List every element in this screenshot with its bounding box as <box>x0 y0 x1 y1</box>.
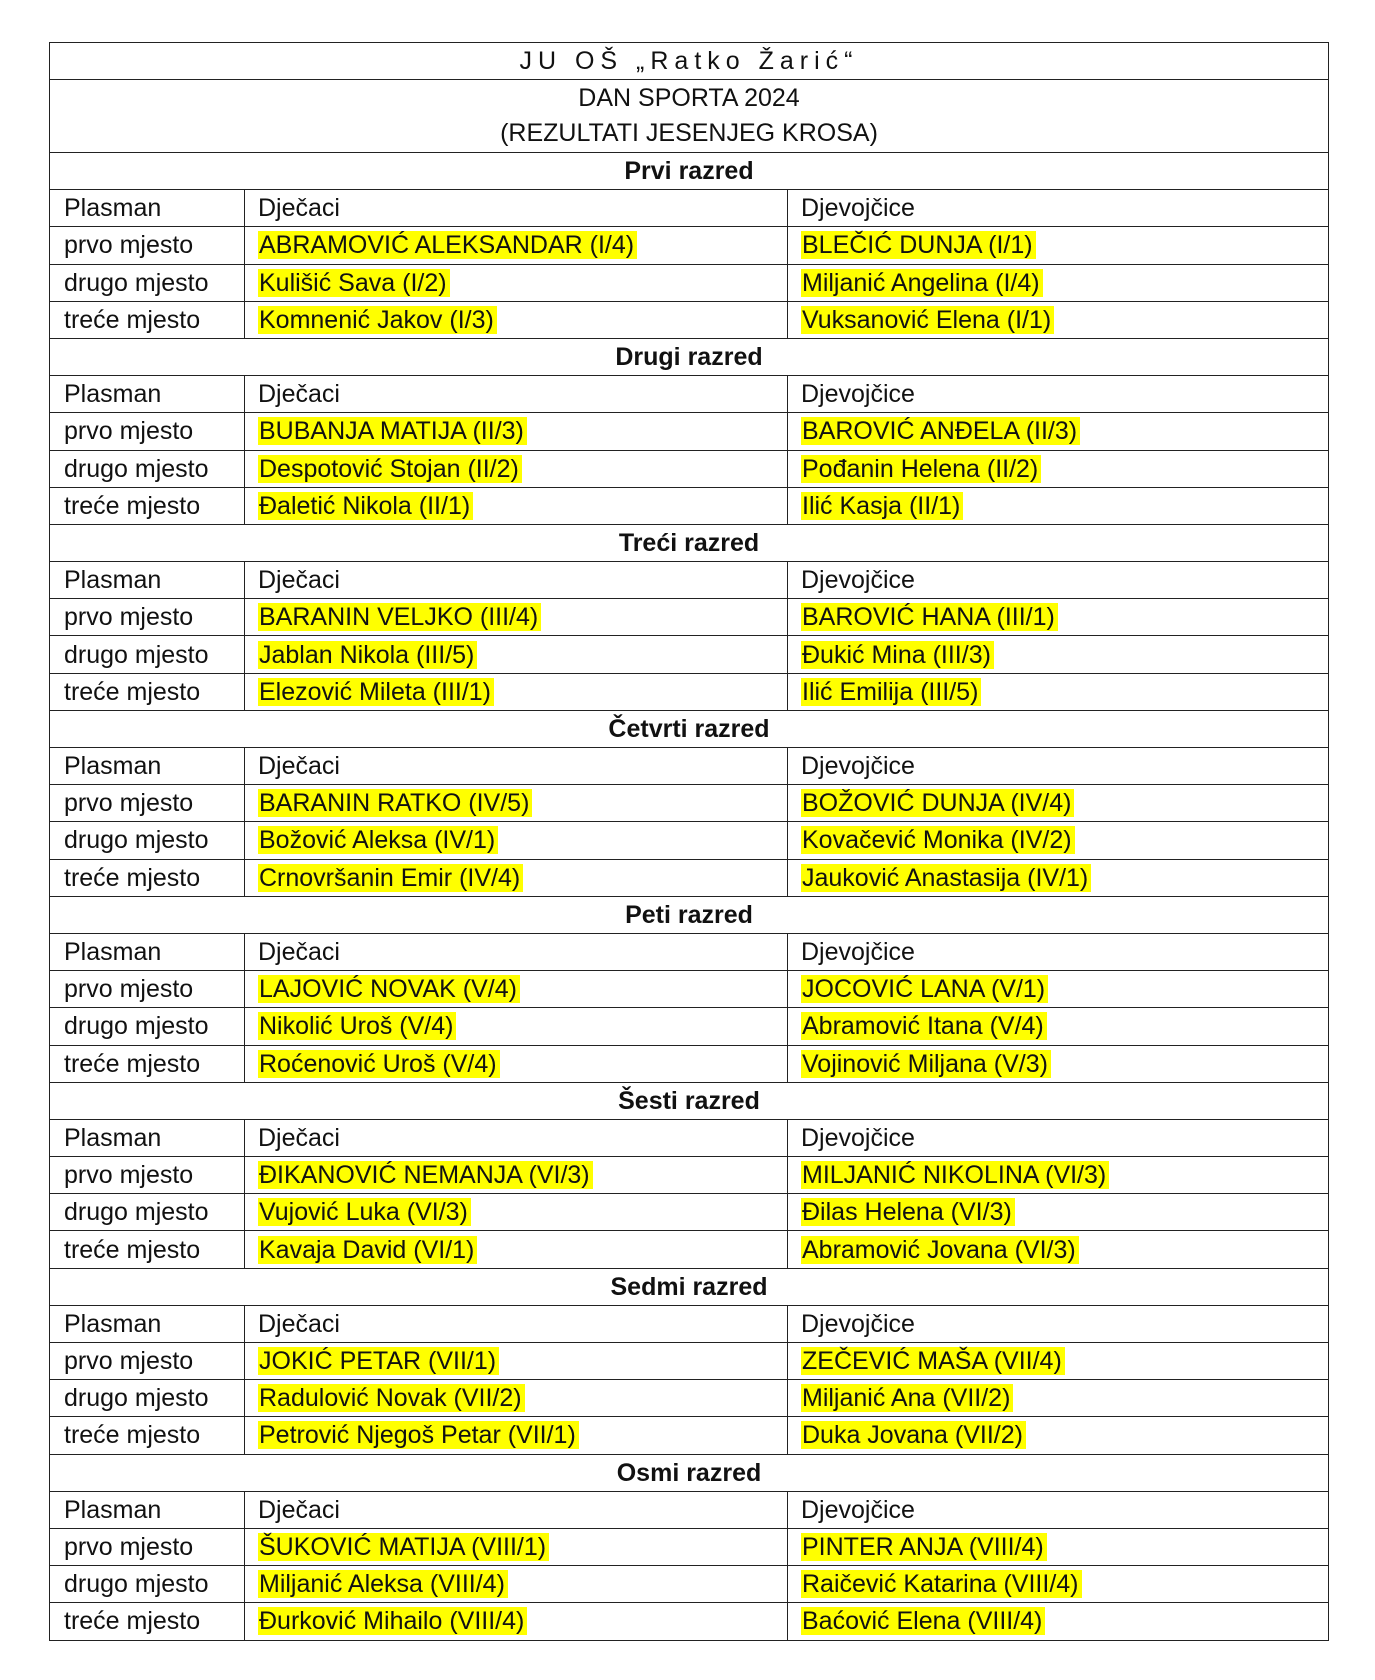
girl-name-highlight: Miljanić Ana (VII/2) <box>801 1384 1013 1412</box>
grade-title: Osmi razred <box>50 1454 1329 1491</box>
boy-name-highlight: BARANIN RATKO (IV/5) <box>258 789 532 817</box>
column-header-girls: Djevojčice <box>788 1119 1329 1156</box>
column-header-place: Plasman <box>50 1491 245 1528</box>
boy-name-highlight: BARANIN VELJKO (III/4) <box>258 603 541 631</box>
boy-name-highlight: Despotović Stojan (II/2) <box>258 455 522 483</box>
place-label: prvo mjesto <box>50 599 245 636</box>
column-header-boys: Dječaci <box>245 1305 788 1342</box>
place-label: prvo mjesto <box>50 785 245 822</box>
table-row <box>50 227 1329 264</box>
grade-title: Četvrti razred <box>50 710 1329 747</box>
table-row <box>50 673 1329 710</box>
boy-cell <box>245 859 788 896</box>
table-row <box>50 599 1329 636</box>
grade-header-row <box>50 1454 1329 1491</box>
boy-name-highlight: Jablan Nikola (III/5) <box>258 641 477 669</box>
boy-cell <box>245 822 788 859</box>
table-row <box>50 1603 1329 1640</box>
girl-cell <box>788 227 1329 264</box>
table-row <box>50 1157 1329 1194</box>
event-title: DAN SPORTA 2024 <box>578 84 800 112</box>
table-row <box>50 1008 1329 1045</box>
girl-name-highlight: MILJANIĆ NIKOLINA (VI/3) <box>801 1161 1109 1189</box>
place-label: drugo mjesto <box>50 1566 245 1603</box>
column-header-girls: Djevojčice <box>788 1305 1329 1342</box>
column-header-row <box>50 376 1329 413</box>
column-header-boys: Dječaci <box>245 376 788 413</box>
place-label: drugo mjesto <box>50 822 245 859</box>
column-header-girls: Djevojčice <box>788 376 1329 413</box>
column-header-place: Plasman <box>50 190 245 227</box>
grade-title: Peti razred <box>50 896 1329 933</box>
boy-name-highlight: Elezović Mileta (III/1) <box>258 678 494 706</box>
girl-cell <box>788 1343 1329 1380</box>
boy-name-highlight: LAJOVIĆ NOVAK (V/4) <box>258 975 520 1003</box>
grade-title: Prvi razred <box>50 153 1329 190</box>
event-cell <box>50 80 1329 153</box>
column-header-boys: Dječaci <box>245 748 788 785</box>
place-label: treće mjesto <box>50 487 245 524</box>
column-header-girls: Djevojčice <box>788 933 1329 970</box>
school-row <box>50 43 1329 80</box>
event-row <box>50 80 1329 153</box>
boy-cell <box>245 636 788 673</box>
girl-name-highlight: Pođanin Helena (II/2) <box>801 455 1041 483</box>
boy-cell <box>245 1380 788 1417</box>
place-label: treće mjesto <box>50 673 245 710</box>
girl-name-highlight: Raičević Katarina (VIII/4) <box>801 1570 1082 1598</box>
place-label: prvo mjesto <box>50 1157 245 1194</box>
boy-cell <box>245 1566 788 1603</box>
boy-name-highlight: ABRAMOVIĆ ALEKSANDAR (I/4) <box>258 231 637 259</box>
boy-cell <box>245 599 788 636</box>
boy-name-highlight: Petrović Njegoš Petar (VII/1) <box>258 1421 579 1449</box>
girl-cell <box>788 1231 1329 1268</box>
girl-cell <box>788 1045 1329 1082</box>
column-header-row <box>50 562 1329 599</box>
girl-cell <box>788 1603 1329 1640</box>
grade-header-row <box>50 153 1329 190</box>
place-label: treće mjesto <box>50 1417 245 1454</box>
boy-cell <box>245 1194 788 1231</box>
boy-cell <box>245 971 788 1008</box>
girl-cell <box>788 487 1329 524</box>
column-header-girls: Djevojčice <box>788 1491 1329 1528</box>
grade-header-row <box>50 338 1329 375</box>
girl-cell <box>788 673 1329 710</box>
place-label: prvo mjesto <box>50 1528 245 1565</box>
boy-cell <box>245 487 788 524</box>
school-name: JU OŠ „Ratko Žarić“ <box>50 43 1329 80</box>
column-header-row <box>50 1119 1329 1156</box>
grade-title: Sedmi razred <box>50 1268 1329 1305</box>
place-label: drugo mjesto <box>50 636 245 673</box>
table-row <box>50 1417 1329 1454</box>
grade-header-row <box>50 1082 1329 1119</box>
boy-cell <box>245 785 788 822</box>
boy-name-highlight: Radulović Novak (VII/2) <box>258 1384 525 1412</box>
girl-name-highlight: ZEČEVIĆ MAŠA (VII/4) <box>801 1347 1065 1375</box>
boy-cell <box>245 227 788 264</box>
column-header-girls: Djevojčice <box>788 748 1329 785</box>
place-label: drugo mjesto <box>50 264 245 301</box>
place-label: treće mjesto <box>50 1603 245 1640</box>
girl-cell <box>788 1528 1329 1565</box>
column-header-place: Plasman <box>50 1119 245 1156</box>
table-row <box>50 1231 1329 1268</box>
girl-cell <box>788 785 1329 822</box>
boy-name-highlight: JOKIĆ PETAR (VII/1) <box>258 1347 499 1375</box>
boy-cell <box>245 413 788 450</box>
place-label: prvo mjesto <box>50 227 245 264</box>
boy-name-highlight: Vujović Luka (VI/3) <box>258 1198 471 1226</box>
results-table <box>49 42 1329 1641</box>
boy-name-highlight: BUBANJA MATIJA (II/3) <box>258 417 527 445</box>
grade-header-row <box>50 524 1329 561</box>
column-header-girls: Djevojčice <box>788 190 1329 227</box>
column-header-row <box>50 933 1329 970</box>
place-label: drugo mjesto <box>50 1008 245 1045</box>
boy-cell <box>245 264 788 301</box>
place-label: prvo mjesto <box>50 413 245 450</box>
girl-cell <box>788 1417 1329 1454</box>
boy-cell <box>245 1417 788 1454</box>
column-header-boys: Dječaci <box>245 562 788 599</box>
girl-name-highlight: Vojinović Miljana (V/3) <box>801 1050 1051 1078</box>
girl-cell <box>788 264 1329 301</box>
table-row <box>50 1380 1329 1417</box>
place-label: treće mjesto <box>50 859 245 896</box>
column-header-row <box>50 1491 1329 1528</box>
girl-name-highlight: Kovačević Monika (IV/2) <box>801 826 1075 854</box>
column-header-boys: Dječaci <box>245 933 788 970</box>
girl-name-highlight: JOCOVIĆ LANA (V/1) <box>801 975 1048 1003</box>
girl-name-highlight: Vuksanović Elena (I/1) <box>801 306 1054 334</box>
boy-name-highlight: Nikolić Uroš (V/4) <box>258 1012 456 1040</box>
place-label: drugo mjesto <box>50 450 245 487</box>
girl-cell <box>788 599 1329 636</box>
column-header-boys: Dječaci <box>245 190 788 227</box>
column-header-place: Plasman <box>50 748 245 785</box>
results-table-body <box>50 43 1329 1641</box>
boy-name-highlight: Komnenić Jakov (I/3) <box>258 306 497 334</box>
girl-name-highlight: Duka Jovana (VII/2) <box>801 1421 1026 1449</box>
table-row <box>50 1528 1329 1565</box>
boy-name-highlight: Božović Aleksa (IV/1) <box>258 826 498 854</box>
boy-name-highlight: ŠUKOVIĆ MATIJA (VIII/1) <box>258 1533 549 1561</box>
girl-name-highlight: Abramović Jovana (VI/3) <box>801 1236 1079 1264</box>
place-label: treće mjesto <box>50 301 245 338</box>
girl-cell <box>788 636 1329 673</box>
place-label: treće mjesto <box>50 1045 245 1082</box>
girl-cell <box>788 450 1329 487</box>
table-row <box>50 450 1329 487</box>
grade-header-row <box>50 1268 1329 1305</box>
girl-cell <box>788 971 1329 1008</box>
girl-name-highlight: BOŽOVIĆ DUNJA (IV/4) <box>801 789 1074 817</box>
place-label: drugo mjesto <box>50 1380 245 1417</box>
grade-title: Treći razred <box>50 524 1329 561</box>
table-row <box>50 971 1329 1008</box>
table-row <box>50 301 1329 338</box>
girl-name-highlight: Miljanić Angelina (I/4) <box>801 269 1043 297</box>
boy-name-highlight: Miljanić Aleksa (VIII/4) <box>258 1570 508 1598</box>
table-row <box>50 1343 1329 1380</box>
column-header-girls: Djevojčice <box>788 562 1329 599</box>
table-row <box>50 413 1329 450</box>
boy-cell <box>245 1231 788 1268</box>
girl-cell <box>788 859 1329 896</box>
boy-cell <box>245 1008 788 1045</box>
girl-name-highlight: BAROVIĆ HANA (III/1) <box>801 603 1058 631</box>
girl-cell <box>788 1194 1329 1231</box>
column-header-place: Plasman <box>50 376 245 413</box>
column-header-boys: Dječaci <box>245 1491 788 1528</box>
grade-header-row <box>50 710 1329 747</box>
girl-name-highlight: Jauković Anastasija (IV/1) <box>801 864 1091 892</box>
boy-name-highlight: Đaletić Nikola (II/1) <box>258 492 473 520</box>
table-row <box>50 264 1329 301</box>
place-label: drugo mjesto <box>50 1194 245 1231</box>
girl-name-highlight: Đilas Helena (VI/3) <box>801 1198 1015 1226</box>
grade-header-row <box>50 896 1329 933</box>
table-row <box>50 859 1329 896</box>
boy-cell <box>245 450 788 487</box>
column-header-place: Plasman <box>50 933 245 970</box>
boy-name-highlight: Kulišić Sava (I/2) <box>258 269 450 297</box>
grade-title: Drugi razred <box>50 338 1329 375</box>
column-header-place: Plasman <box>50 1305 245 1342</box>
place-label: treće mjesto <box>50 1231 245 1268</box>
girl-name-highlight: BAROVIĆ ANĐELA (II/3) <box>801 417 1080 445</box>
table-row <box>50 1194 1329 1231</box>
table-row <box>50 487 1329 524</box>
girl-name-highlight: Đukić Mina (III/3) <box>801 641 994 669</box>
boy-cell <box>245 1528 788 1565</box>
boy-name-highlight: Roćenović Uroš (V/4) <box>258 1050 500 1078</box>
girl-name-highlight: BLEČIĆ DUNJA (I/1) <box>801 231 1036 259</box>
table-row <box>50 1566 1329 1603</box>
boy-name-highlight: Crnovršanin Emir (IV/4) <box>258 864 523 892</box>
girl-name-highlight: Ilić Kasja (II/1) <box>801 492 963 520</box>
column-header-row <box>50 190 1329 227</box>
girl-cell <box>788 822 1329 859</box>
girl-name-highlight: PINTER ANJA (VIII/4) <box>801 1533 1047 1561</box>
girl-cell <box>788 301 1329 338</box>
boy-cell <box>245 301 788 338</box>
event-subtitle: (REZULTATI JESENJEG KROSA) <box>500 119 878 147</box>
boy-cell <box>245 1157 788 1194</box>
boy-cell <box>245 1603 788 1640</box>
boy-name-highlight: ĐIKANOVIĆ NEMANJA (VI/3) <box>258 1161 593 1189</box>
girl-cell <box>788 1566 1329 1603</box>
girl-name-highlight: Abramović Itana (V/4) <box>801 1012 1047 1040</box>
girl-name-highlight: Ilić Emilija (III/5) <box>801 678 981 706</box>
grade-title: Šesti razred <box>50 1082 1329 1119</box>
column-header-boys: Dječaci <box>245 1119 788 1156</box>
girl-cell <box>788 1157 1329 1194</box>
column-header-row <box>50 1305 1329 1342</box>
column-header-place: Plasman <box>50 562 245 599</box>
boy-name-highlight: Kavaja David (VI/1) <box>258 1236 477 1264</box>
table-row <box>50 822 1329 859</box>
table-row <box>50 636 1329 673</box>
boy-cell <box>245 1343 788 1380</box>
place-label: prvo mjesto <box>50 1343 245 1380</box>
girl-cell <box>788 1008 1329 1045</box>
boy-cell <box>245 673 788 710</box>
girl-cell <box>788 1380 1329 1417</box>
boy-cell <box>245 1045 788 1082</box>
boy-name-highlight: Đurković Mihailo (VIII/4) <box>258 1607 527 1635</box>
girl-cell <box>788 413 1329 450</box>
table-row <box>50 785 1329 822</box>
column-header-row <box>50 748 1329 785</box>
girl-name-highlight: Baćović Elena (VIII/4) <box>801 1607 1045 1635</box>
place-label: prvo mjesto <box>50 971 245 1008</box>
results-document <box>49 42 1328 1641</box>
table-row <box>50 1045 1329 1082</box>
